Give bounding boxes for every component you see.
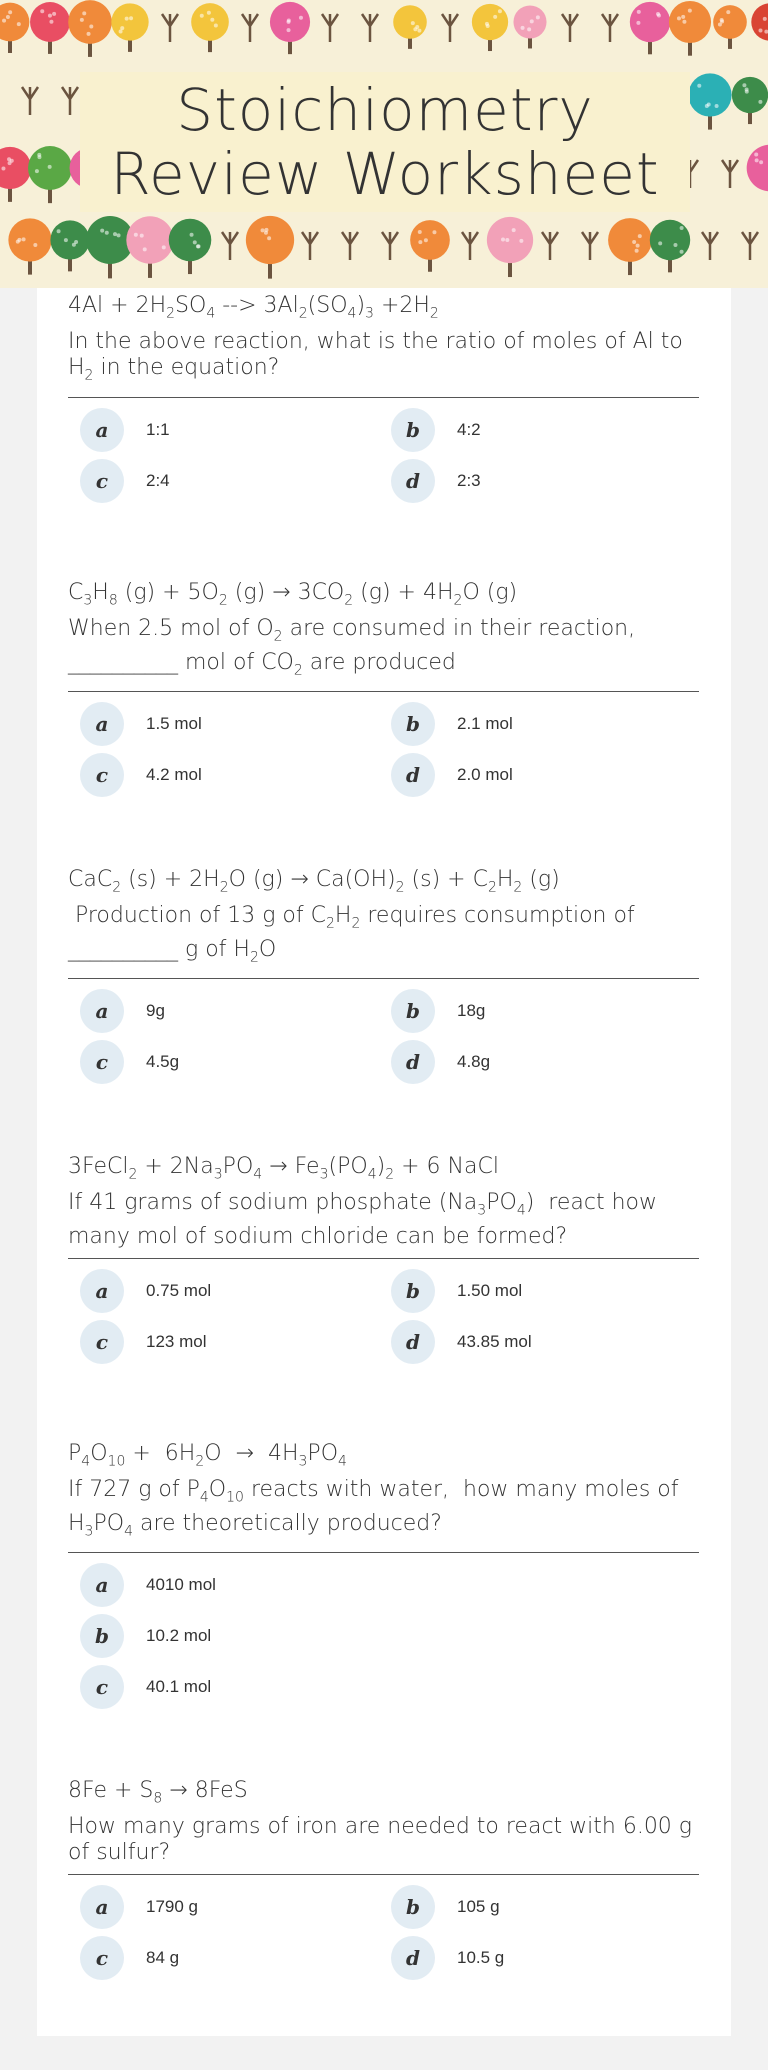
answer-letter-badge: d (391, 753, 435, 797)
question-divider (68, 397, 699, 398)
answer-option-c[interactable] (80, 459, 170, 503)
answer-text: 123 mol (146, 1331, 207, 1351)
answer-letter-badge: b (391, 989, 435, 1033)
answer-letter-badge: c (80, 459, 124, 503)
answer-option-a[interactable] (80, 1563, 216, 1607)
question-equation: $C_3H_8$ $(g) + 5O_2$ $(g) \to 3CO_2$ $(g) + 4H_2O$ (g) (68, 580, 518, 609)
answer-option-d[interactable] (391, 459, 481, 503)
answer-text: 10.2 mol (146, 1626, 212, 1646)
answer-text: 1.50 mol (457, 1280, 523, 1300)
question-divider (68, 1552, 699, 1553)
answer-text: 0.75 mol (146, 1280, 212, 1300)
answer-option-d[interactable] (391, 1040, 490, 1084)
answer-letter-badge: d (391, 1936, 435, 1980)
answer-letter-badge: c (80, 753, 124, 797)
answer-letter-badge: b (391, 408, 435, 452)
question-equation: $4Al + 2H_2SO_4$ --> $3Al_2(SO_4)_3 +2H_2$ (68, 293, 439, 322)
question-equation: $P_4O_{10} + 6H_2O \to 4H_3PO_4$ (68, 1441, 347, 1470)
answer-letter-badge: a (80, 1269, 124, 1313)
answer-list (68, 1885, 699, 1987)
question-equation: CaC$_2$ $(s) + 2H_2O$ $(g) \to Ca(OH)_2$ $(s) + C_2H_2$ (g) (68, 867, 560, 896)
answer-text: 2.1 mol (457, 714, 513, 734)
answer-list (68, 1563, 699, 1716)
answer-option-a[interactable] (80, 1269, 211, 1313)
answer-text: 2:3 (457, 470, 481, 490)
answer-option-c[interactable] (80, 1320, 206, 1364)
question-text: How many grams of iron are needed to react with 6.00 g of sulfur? (68, 1814, 693, 1866)
answer-text: 105 g (457, 1897, 500, 1917)
answer-option-b[interactable] (391, 408, 481, 452)
answer-text: 9g (146, 1001, 165, 1021)
question-6 (68, 1777, 699, 1987)
answer-option-c[interactable] (80, 1936, 179, 1980)
title-box (80, 72, 690, 212)
answer-text: 2:4 (146, 470, 170, 490)
answer-letter-badge: d (391, 1320, 435, 1364)
answer-list (68, 1269, 699, 1371)
answer-option-a[interactable] (80, 989, 165, 1033)
question-4 (68, 1153, 699, 1371)
answer-letter-badge: c (80, 1665, 124, 1709)
answer-text: 4.8g (457, 1052, 491, 1072)
worksheet-card (37, 288, 731, 2036)
answer-text: 43.85 mol (457, 1331, 532, 1351)
answer-text: 40.1 mol (146, 1677, 212, 1697)
question-text: If 41 grams of sodium phosphate $(Na_3PO_4)$ react how many mol of sodium chloride can be formed? (68, 1190, 657, 1249)
answer-option-a[interactable] (80, 702, 202, 746)
answer-letter-badge: b (391, 702, 435, 746)
answer-option-c[interactable] (80, 1665, 211, 1709)
question-divider (68, 1874, 699, 1875)
answer-letter-badge: b (391, 1269, 435, 1313)
answer-letter-badge: d (391, 459, 435, 503)
question-text: In the above reaction, what is the ratio of moles of Al to $H_2$ in the equation? (68, 329, 683, 384)
answer-option-d[interactable] (391, 1936, 504, 1980)
answer-option-a[interactable] (80, 408, 170, 452)
answer-option-d[interactable] (391, 753, 513, 797)
question-5 (68, 1440, 699, 1716)
answer-letter-badge: a (80, 989, 124, 1033)
answer-option-a[interactable] (80, 1885, 198, 1929)
answer-text: 18g (457, 1001, 486, 1021)
answer-text: 4.2 mol (146, 765, 202, 785)
answer-text: 4.5g (146, 1052, 180, 1072)
answer-option-b[interactable] (391, 989, 485, 1033)
header-banner (0, 0, 768, 288)
answer-text: 1.5 mol (146, 714, 202, 734)
answer-text: 10.5 g (457, 1948, 505, 1968)
answer-text: 4:2 (457, 419, 481, 439)
answer-letter-badge: d (391, 1040, 435, 1084)
question-3 (68, 866, 699, 1091)
answer-option-b[interactable] (391, 1269, 522, 1313)
question-equation: $8Fe + S_8 \to 8FeS$ (68, 1778, 248, 1807)
answer-letter-badge: c (80, 1936, 124, 1980)
answer-text: 4010 mol (146, 1575, 216, 1595)
answer-option-d[interactable] (391, 1320, 532, 1364)
answer-letter-badge: a (80, 702, 124, 746)
answer-list (68, 408, 699, 510)
answer-letter-badge: b (80, 1614, 124, 1658)
answer-letter-badge: c (80, 1040, 124, 1084)
answer-option-c[interactable] (80, 1040, 179, 1084)
answer-option-b[interactable] (80, 1614, 211, 1658)
answer-text: 1790 g (146, 1897, 198, 1917)
question-2 (68, 579, 699, 804)
question-text: If 727 g of $P_4O_{10}$ reacts with water, how many moles of $H_3PO_4$ are theoretically produced? (68, 1477, 679, 1540)
question-divider (68, 691, 699, 692)
answer-list (68, 989, 699, 1091)
question-text: Production of 13 g of $C_2H_2$ requires consumption of __________ g of $H_2O$ (68, 903, 635, 966)
question-divider (68, 1258, 699, 1259)
question-divider (68, 978, 699, 979)
page-title-line2: Review Worksheet (110, 140, 660, 208)
answer-text: 1:1 (146, 419, 170, 439)
answer-letter-badge: a (80, 1563, 124, 1607)
answer-option-c[interactable] (80, 753, 202, 797)
answer-list (68, 702, 699, 804)
question-1 (68, 292, 699, 510)
answer-letter-badge: a (80, 408, 124, 452)
answer-text: 84 g (146, 1948, 180, 1968)
page-title-line1: Stoichiometry (176, 76, 594, 144)
question-equation: 3FeCl$_2$ + $2Na_3PO_4 \to Fe_3(PO_4)_2 + 6$ NaCl (68, 1154, 499, 1183)
answer-letter-badge: b (391, 1885, 435, 1929)
answer-letter-badge: a (80, 1885, 124, 1929)
answer-letter-badge: c (80, 1320, 124, 1364)
question-text: When 2.5 mol of $O_2$ are consumed in their reaction, __________ mol of $CO_2$ are produced (68, 616, 636, 679)
answer-text: 2.0 mol (457, 765, 513, 785)
answer-option-b[interactable] (391, 702, 513, 746)
answer-option-b[interactable] (391, 1885, 500, 1929)
